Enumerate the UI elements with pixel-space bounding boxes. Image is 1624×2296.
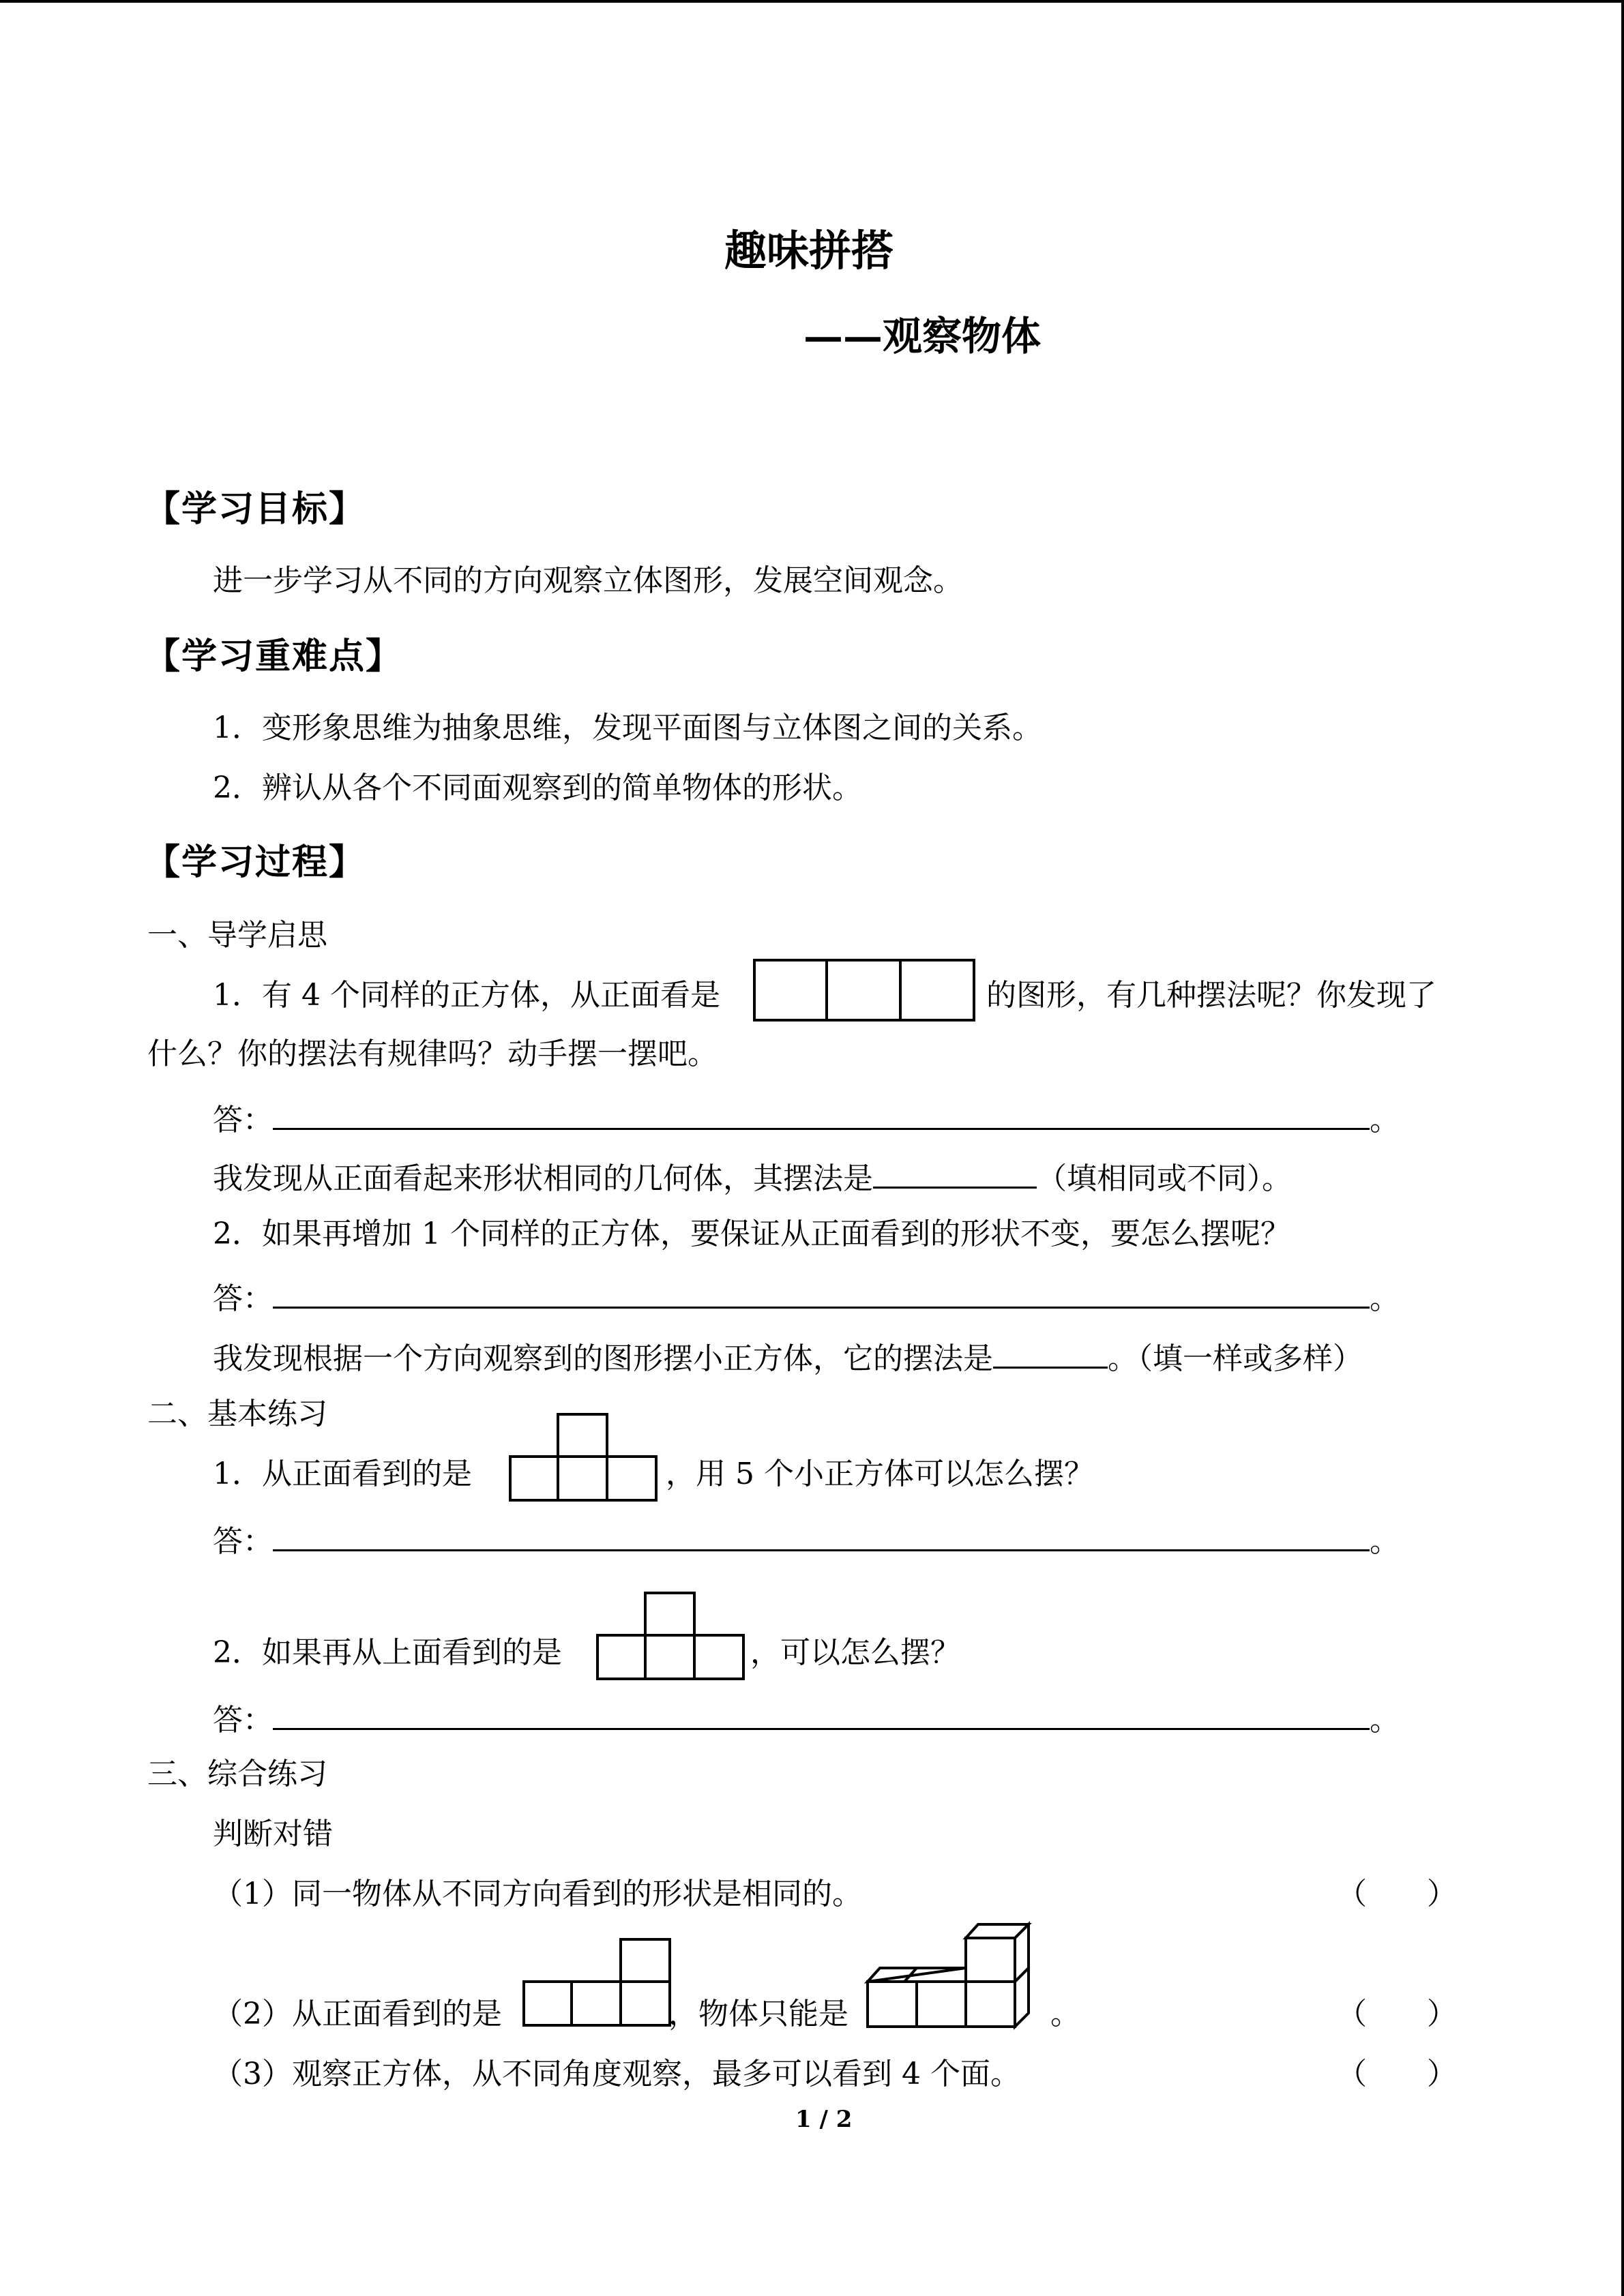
part1-q1-prefix: 1．有 4 个同样的正方体，从正面看是 <box>213 978 720 1013</box>
judge-paren-2[interactable]: （ ） <box>1337 1997 1457 2031</box>
judge-item-1: （1）同一物体从不同方向看到的形状是相同的。 <box>213 1877 862 1911</box>
period: 。 <box>1050 1997 1080 2031</box>
part1-q2: 2．如果再增加 1 个同样的正方体，要保证从正面看到的形状不变，要怎么摆呢？ <box>213 1217 1290 1251</box>
part1-q1-suffix: 的图形，有几种摆法呢？你发现了 <box>986 978 1436 1013</box>
goal-heading: 【学习目标】 <box>145 488 366 530</box>
part2-q2-suffix: ，可以怎么摆？ <box>750 1635 960 1670</box>
page-title: 趣味拼搭 <box>724 226 894 275</box>
answer-line <box>213 1279 1400 1314</box>
process-heading: 【学习过程】 <box>145 841 366 883</box>
judge-paren-3[interactable]: （ ） <box>1337 2057 1457 2091</box>
top-view-t-figure <box>596 1592 748 1680</box>
part2-q1-suffix: ，用 5 个小正方体可以怎么摆？ <box>666 1457 1094 1491</box>
part1-q1-line2: 什么？你的摆法有规律吗？动手摆一摆吧。 <box>147 1037 718 1071</box>
find1-suffix: （填相同或不同）。 <box>1037 1161 1292 1196</box>
part2-q2-prefix: 2．如果再从上面看到的是 <box>213 1635 562 1670</box>
period: 。 <box>1370 1103 1400 1137</box>
period: 。 <box>1370 1524 1400 1559</box>
judge-item-2-prefix: （2）从正面看到的是 <box>213 1997 502 2031</box>
page-number: 1 / 2 <box>795 2106 853 2133</box>
difficulty-item: 1．变形象思维为抽象思维，发现平面图与立体图之间的关系。 <box>213 711 1042 745</box>
difficulty-heading: 【学习重难点】 <box>145 636 403 677</box>
isometric-cubes-figure <box>866 1915 1044 2029</box>
answer-label: 答： <box>213 1281 273 1316</box>
part3-sub: 判断对错 <box>213 1817 333 1851</box>
page-subtitle: ——观察物体 <box>803 313 1042 359</box>
front-view-l-figure <box>522 1938 674 2028</box>
period: 。 <box>1370 1281 1400 1316</box>
answer-blank[interactable] <box>273 1522 1370 1551</box>
answer-label: 答： <box>213 1103 273 1137</box>
period: 。 <box>1370 1703 1400 1738</box>
judge-item-2-mid: ，物体只能是 <box>668 1997 848 2031</box>
answer-line <box>213 1101 1400 1135</box>
three-squares-row-figure <box>753 959 978 1022</box>
answer-label: 答： <box>213 1524 273 1559</box>
judge-item-3: （3）观察正方体，从不同角度观察，最多可以看到 4 个面。 <box>213 2057 1020 2091</box>
answer-line <box>213 1522 1400 1557</box>
answer-blank[interactable] <box>273 1701 1370 1730</box>
find2-suffix: 。（填一样或多样） <box>1108 1341 1363 1376</box>
find1-blank[interactable] <box>873 1159 1037 1189</box>
front-view-t-figure <box>509 1413 660 1502</box>
judge-paren-1[interactable]: （ ） <box>1337 1877 1457 1911</box>
answer-blank[interactable] <box>273 1101 1370 1130</box>
find1-prefix: 我发现从正面看起来形状相同的几何体，其摆法是 <box>213 1161 873 1196</box>
find2-line <box>213 1339 1363 1374</box>
answer-blank[interactable] <box>273 1279 1370 1309</box>
part2-heading: 二、基本练习 <box>147 1397 327 1431</box>
find1-line <box>213 1159 1292 1194</box>
answer-label: 答： <box>213 1703 273 1738</box>
part1-heading: 一、导学启思 <box>147 918 327 953</box>
part2-q1-prefix: 1．从正面看到的是 <box>213 1457 472 1491</box>
find2-prefix: 我发现根据一个方向观察到的图形摆小正方体，它的摆法是 <box>213 1341 993 1376</box>
find2-blank[interactable] <box>993 1339 1108 1369</box>
answer-line <box>213 1701 1400 1738</box>
part3-heading: 三、综合练习 <box>147 1757 327 1791</box>
difficulty-item: 2．辨认从各个不同面观察到的简单物体的形状。 <box>213 771 862 805</box>
goal-text: 进一步学习从不同的方向观察立体图形，发展空间观念。 <box>213 563 963 598</box>
